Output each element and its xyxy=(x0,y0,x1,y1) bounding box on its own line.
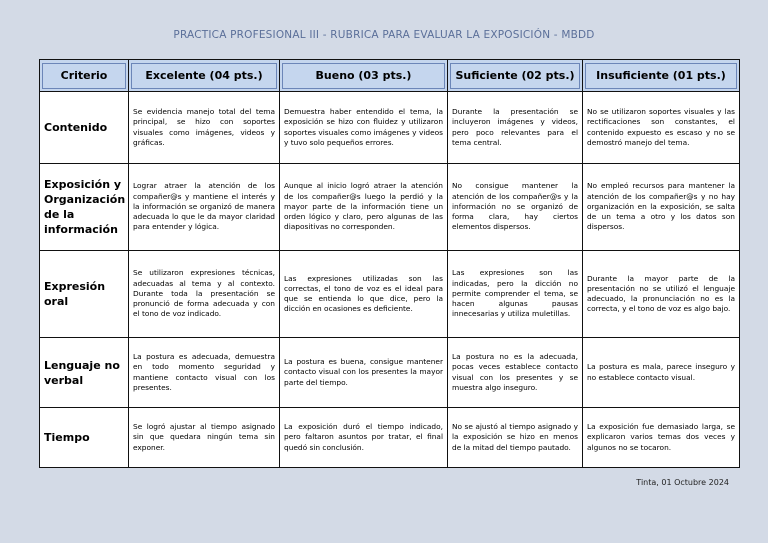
level-cell: Lograr atraer la atención de los compañer@s y mantiene el interés y la información se organizó de manera adecuada lo que le da mayor claridad para entender y lógica. xyxy=(129,164,280,251)
level-cell: Se evidencia manejo total del tema principal, se hizo con soportes visuales como imágenes, videos y gráficas. xyxy=(129,92,280,164)
criterion-cell: Contenido xyxy=(40,92,129,164)
header-criterio: Criterio xyxy=(40,60,129,92)
level-cell: La postura es buena, consigue mantener contacto visual con los presentes la mayor parte del tiempo. xyxy=(280,338,448,408)
level-cell: Durante la presentación se incluyeron imágenes y videos, pero poco relevantes para el tema central. xyxy=(448,92,583,164)
level-cell: Las expresiones utilizadas son las correctas, el tono de voz es el ideal para que se entienda lo que dice, pero la dicción en ocasiones es deficiente. xyxy=(280,251,448,338)
document-title: PRACTICA PROFESIONAL III - RUBRICA PARA EVALUAR LA EXPOSICIÓN - MBDD xyxy=(173,29,595,41)
date-footer: Tinta, 01 Octubre 2024 xyxy=(636,478,729,487)
level-cell: La postura no es la adecuada, pocas veces establece contacto visual con los presentes y se muestra algo inseguro. xyxy=(448,338,583,408)
header-bueno: Bueno (03 pts.) xyxy=(280,60,448,92)
level-cell: La postura es adecuada, demuestra en todo momento seguridad y mantiene contacto visual con los presentes. xyxy=(129,338,280,408)
level-cell: Las expresiones son las indicadas, pero la dicción no permite comprender el tema, se hacen algunas pausas innecesarias y utiliza muletillas. xyxy=(448,251,583,338)
level-cell: No empleó recursos para mantener la atención de los compañer@s y no hay organización en la exposición, se salta de un tema a otro y los datos son dispersos. xyxy=(583,164,740,251)
level-cell: La postura es mala, parece inseguro y no establece contacto visual. xyxy=(583,338,740,408)
level-cell: Demuestra haber entendido el tema, la exposición se hizo con fluidez y utilizaron soportes visuales como imágenes y videos y tuvo solo pequeños errores. xyxy=(280,92,448,164)
level-cell: La exposición fue demasiado larga, se explicaron varios temas dos veces y algunos no se tocaron. xyxy=(583,408,740,468)
table-row xyxy=(40,338,740,408)
level-cell: No consigue mantener la atención de los compañer@s y la información no se organizó de forma clara, hay ciertos elementos dispersos. xyxy=(448,164,583,251)
table-row xyxy=(40,92,740,164)
table-row xyxy=(40,251,740,338)
criterion-cell: Lenguaje no verbal xyxy=(40,338,129,408)
level-cell: No se ajustó al tiempo asignado y la exposición se hizo en menos de la mitad del tiempo pautado. xyxy=(448,408,583,468)
criterion-cell: Tiempo xyxy=(40,408,129,468)
table-row xyxy=(40,408,740,468)
header-excelente: Excelente (04 pts.) xyxy=(129,60,280,92)
rubric-table xyxy=(39,59,740,468)
criterion-cell: Exposición y Organización de la información xyxy=(40,164,129,251)
table-row xyxy=(40,164,740,251)
header-suficiente: Suficiente (02 pts.) xyxy=(448,60,583,92)
criterion-cell: Expresión oral xyxy=(40,251,129,338)
header-row xyxy=(40,60,740,92)
level-cell: Se utilizaron expresiones técnicas, adecuadas al tema y al contexto. Durante toda la presentación se pronunció de forma adecuada y con el tono de voz indicado. xyxy=(129,251,280,338)
level-cell: Durante la mayor parte de la presentación no se utilizó el lenguaje adecuado, la pronunciación no es la correcta, y el tono de voz es algo bajo. xyxy=(583,251,740,338)
level-cell: Se logró ajustar al tiempo asignado sin que quedara ningún tema sin exponer. xyxy=(129,408,280,468)
level-cell: La exposición duró el tiempo indicado, pero faltaron asuntos por tratar, el final quedó sin conclusión. xyxy=(280,408,448,468)
header-insuficiente: Insuficiente (01 pts.) xyxy=(583,60,740,92)
level-cell: No se utilizaron soportes visuales y las rectificaciones son constantes, el contenido expuesto es escaso y no se demostró manejo del tema. xyxy=(583,92,740,164)
level-cell: Aunque al inicio logró atraer la atención de los compañer@s luego la perdió y la mayor parte de la información tiene un orden lógico y claro, pero algunas de las diapositivas no corresponden. xyxy=(280,164,448,251)
